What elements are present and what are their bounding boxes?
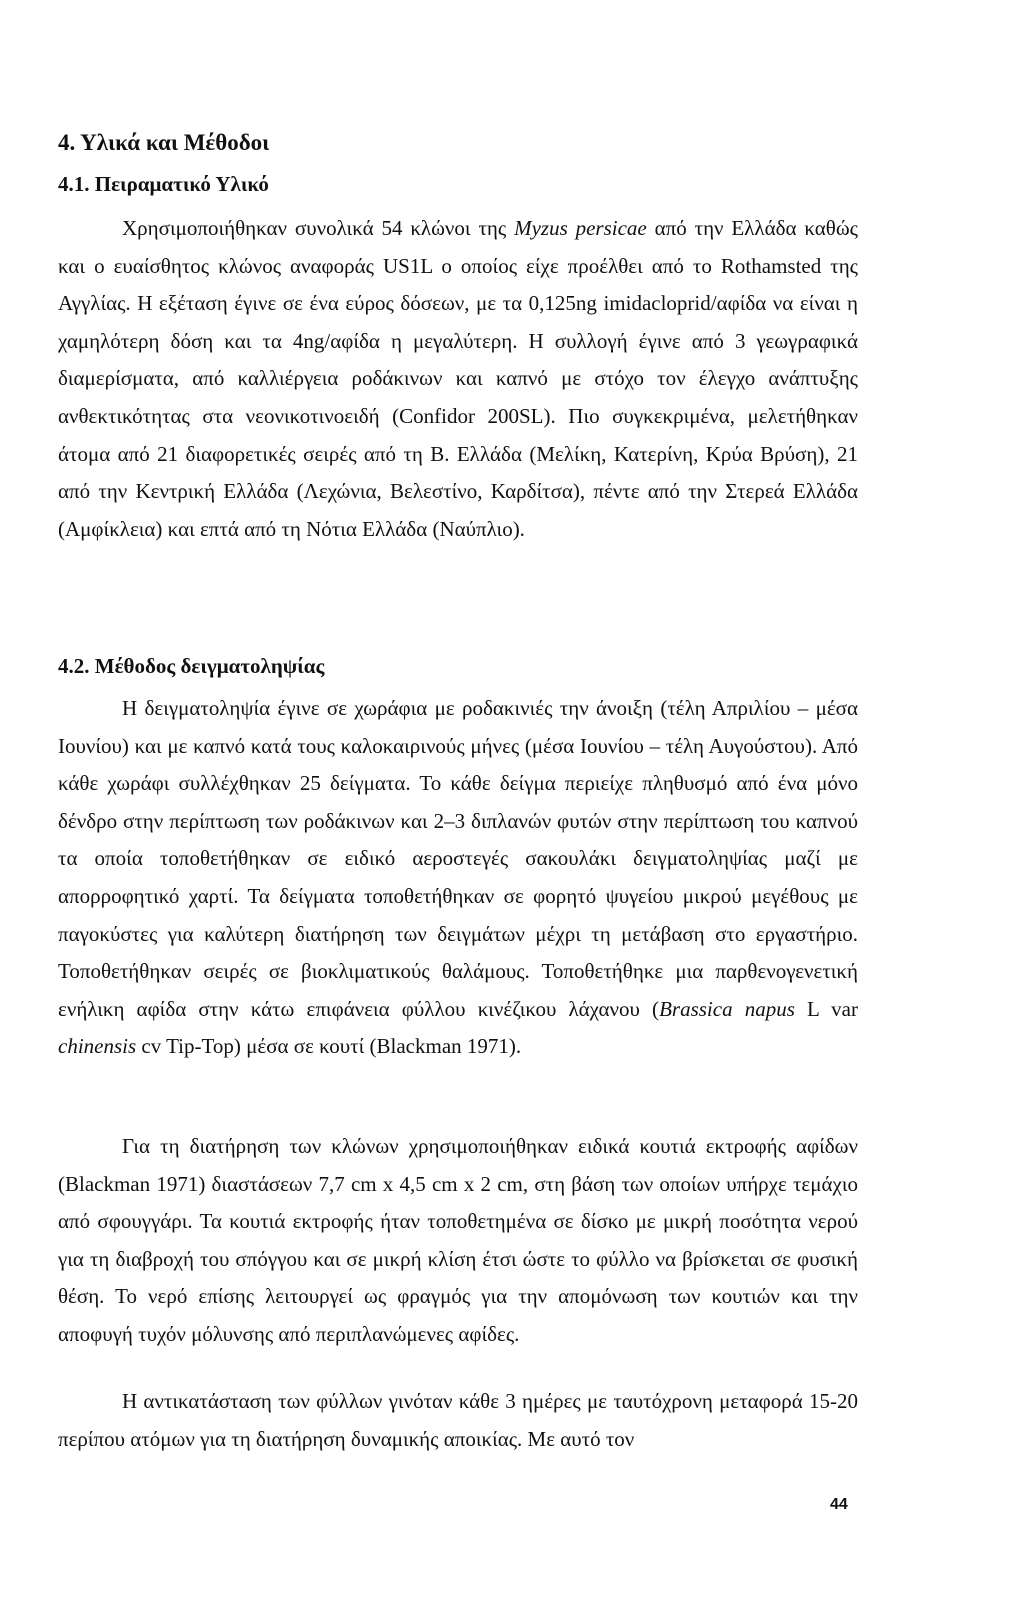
text-run: από την Ελλάδα καθώς και ο ευαίσθητος κλώνος αναφοράς US1L ο οποίος είχε προέλθει από το Rothamsted της Αγγλίας. Η εξέταση έγινε σε ένα εύρος δόσεων, με τα 0,125ng imidacloprid/αφίδα να είναι η χαμηλότερη δόση και τα 4ng/αφίδα η μεγαλύτερη. Η συλλογή έγινε από 3 γεωγραφικά διαμερίσματα, από καλλιέργεια ροδάκινων και καπνό με στόχο τον έλεγχο ανάπτυξης ανθεκτικότητας στα νεονικοτινοειδή (Confidor 200SL). Πιο συγκεκριμένα, μελετήθηκαν άτομα από 21 διαφορετικές σειρές από τη Β. Ελλάδα (Μελίκη, Κατερίνη, Κρύα Βρύση), 21 από την Κεντρική Ελλάδα (Λεχώνια, Βελεστίνο, Καρδίτσα), πέντε από την Στερεά Ελλάδα (Αμφίκλεια) και επτά από τη Νότια Ελλάδα (Ναύπλιο).	[58, 216, 858, 541]
text-run: cv Tip-Top) μέσα σε κουτί (Blackman 1971).	[136, 1034, 522, 1059]
variety-name: chinensis	[58, 1034, 137, 1059]
paragraph-sampling-method	[58, 690, 858, 1066]
text-run: L var	[794, 996, 858, 1021]
page-number: 44	[830, 1496, 848, 1513]
text-run: Η δειγματοληψία έγινε σε χωράφια με ροδακινιές την άνοιξη (τέλη Απριλίου – μέσα Ιουνίου) και με καπνό κατά τους καλοκαιρινούς μήνες (μέσα Ιουνίου – τέλη Αυγούστου). Από κάθε χωράφι συλλέχθηκαν 25 δείγματα. Το κάθε δείγμα περιείχε πληθυσμό από ένα μόνο δένδρο στην περίπτωση των ροδάκινων και 2–3 διπλανών φυτών στην περίπτωση του καπνού τα οποία τοποθετήθηκαν σε ειδικό αεροστεγές σακουλάκι δειγματοληψίας μαζί με απορροφητικό χαρτί. Τα δείγματα τοποθετήθηκαν σε φορητό ψυγείου μικρού μεγέθους με παγοκύστες για καλύτερη διατήρηση των δειγμάτων μέχρι τη μετάβαση στο εργαστήριο. Τοποθετήθηκαν σειρές σε βιοκλιματικούς θαλάμους. Τοποθετήθηκε μια παρθενογενετική ενήλικη αφίδα στην κάτω επιφάνεια φύλλου κινέζικου λάχανου (	[58, 696, 858, 1021]
species-name: Brassica napus	[659, 996, 795, 1021]
section-heading: 4. Υλικά και Μέθοδοι	[58, 130, 270, 155]
paragraph-clone-maintenance: Για τη διατήρηση των κλώνων χρησιμοποιήθηκαν ειδικά κουτιά εκτροφής αφίδων (Blackman 1971) διαστάσεων 7,7 cm x 4,5 cm x 2 cm, στη βάση των οποίων υπήρχε τεμάχιο από σφουγγάρι. Τα κουτιά εκτροφής ήταν τοποθετημένα σε δίσκο με μικρή ποσότητα νερού για τη διαβροχή του σπόγγου και σε μικρή κλίση έτσι ώστε το φύλλο να βρίσκεται σε φυσική θέση. Το νερό επίσης λειτουργεί ως φραγμός για την απομόνωση των κουτιών και την αποφυγή τυχόν μόλυνσης από περιπλανώμενες αφίδες.	[58, 1134, 858, 1346]
subsection-heading-sampling: 4.2. Μέθοδος δειγματοληψίας	[58, 654, 325, 678]
subsection-heading-material: 4.1. Πειραματικό Υλικό	[58, 172, 269, 196]
species-name: Myzus persicae	[514, 216, 647, 240]
paragraph-leaf-replacement: Η αντικατάσταση των φύλλων γινόταν κάθε 3 ημέρες με ταυτόχρονη μεταφορά 15-20 περίπου ατόμων για τη διατήρηση δυναμικής αποικίας. Με αυτό τον	[58, 1389, 858, 1451]
text-run: Χρησιμοποιήθηκαν συνολικά 54 κλώνοι της	[122, 216, 515, 240]
paragraph-experimental-material	[58, 210, 858, 548]
